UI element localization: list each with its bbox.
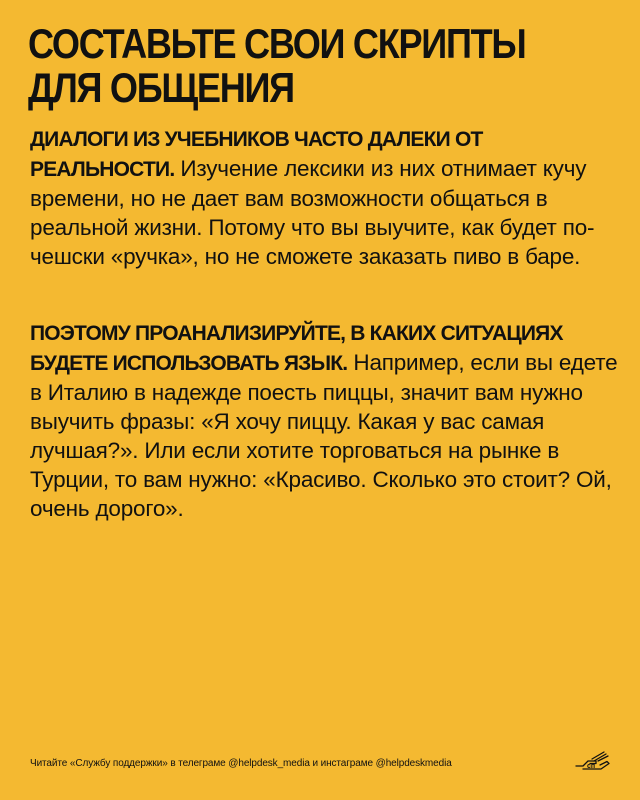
paragraph-1 xyxy=(30,124,618,271)
page-title xyxy=(28,22,535,110)
logo-label: сп xyxy=(587,763,596,770)
paragraph-2 xyxy=(30,318,618,523)
title-line-1: СОСТАВЬТЕ СВОИ СКРИПТЫ xyxy=(28,20,526,67)
paragraph-2-text: Например, если вы едете в Италию в надежде поесть пиццы, значит вам нужно выучить фразы: «Я хочу пиццу. Какая у вас самая лучшая?». Или если хотите торговаться на рынке в Турции, то вам нужно: «Красиво. Сколько это стоит? Ой, очень дорого». xyxy=(30,350,618,521)
paragraph-2-lead: ПОЭТОМУ ПРОАНАЛИЗИРУЙТЕ, В КАКИХ СИТУАЦИЯХ БУДЕТЕ ИСПОЛЬЗОВАТЬ ЯЗЫК. xyxy=(30,322,563,375)
paragraph-1-text: Изучение лексики из них отнимает кучу времени, но не дает вам возможности общаться в реальной жизни. Потому что вы выучите, как будет по-чешски «ручка», но не сможете заказать пиво в баре. xyxy=(30,156,595,269)
helping-hand-icon xyxy=(574,748,612,776)
footer-caption: Читайте «Службу поддержки» в телеграме @helpdesk_media и инстаграме @helpdeskmedia xyxy=(30,758,452,769)
paragraph-1-lead: ДИАЛОГИ ИЗ УЧЕБНИКОВ ЧАСТО ДАЛЕКИ ОТ РЕАЛЬНОСТИ. xyxy=(30,128,483,181)
title-line-2: ДЛЯ ОБЩЕНИЯ xyxy=(28,64,294,111)
